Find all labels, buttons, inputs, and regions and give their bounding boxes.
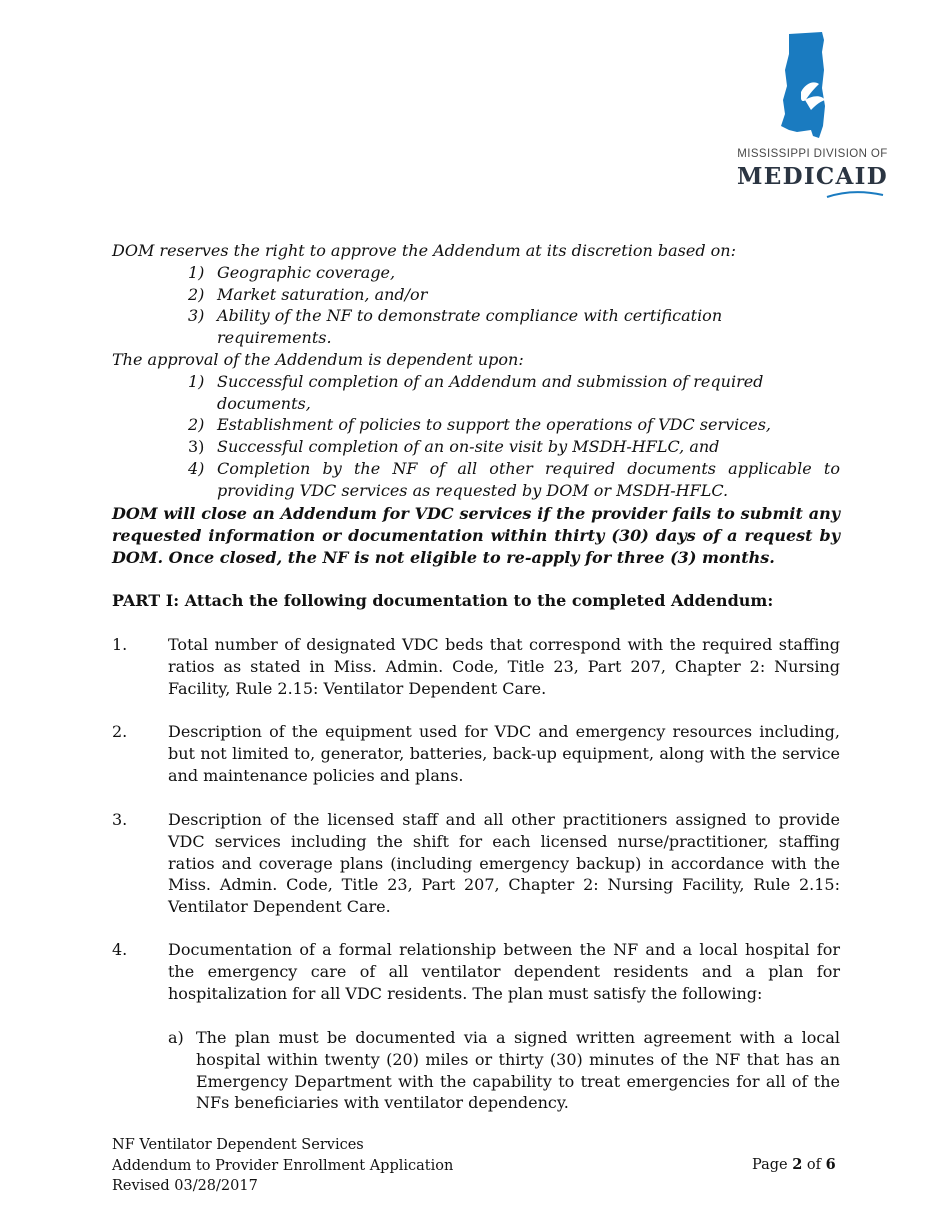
footer-line: Addendum to Provider Enrollment Application <box>112 1157 454 1174</box>
logo-subtitle: MISSISSIPPI DIVISION OF <box>737 148 888 160</box>
list-item: 3) Ability of the NF to demonstrate compliance with certification requirements. <box>188 306 723 348</box>
closure-warning: DOM will close an Addendum for VDC services if the provider fails to submit any requested information or documentation within thirty (30) days of a request by DOM. Once closed, the NF is not eligible to re-apply for three (3) months. <box>112 504 840 567</box>
medicaid-logo <box>725 30 900 200</box>
footer-line: Revised 03/28/2017 <box>112 1178 258 1194</box>
list-item: 1. Total number of designated VDC beds that correspond with the required staffing ratios as stated in Miss. Admin. Code, Title 23, Part 207, Chapter 2: Nursing Facility, Rule 2.15: Ventilator Dependent Care. <box>112 635 840 698</box>
footer-line: NF Ventilator Dependent Services <box>112 1137 364 1153</box>
part-one-heading: PART I: Attach the following documentation to the completed Addendum: <box>112 591 774 610</box>
list-item: 1) Successful completion of an Addendum and submission of required documents, <box>188 371 764 413</box>
mississippi-state-icon <box>775 30 850 142</box>
list-item: 2) Establishment of policies to support the operations of VDC services, <box>188 415 772 435</box>
criteria-list <box>112 262 840 349</box>
approval-lead: The approval of the Addendum is dependent upon: <box>112 350 524 369</box>
list-item: 3. Description of the licensed staff and all other practitioners assigned to provide VDC services including the shift for each licensed nurse/practitioner, staffing ratios and coverage plans (including emergency backup) in accordance with the Miss. Admin. Code, Title 23, Part 207, Chapter 2: Nursing Facility, Rule 2.15: Ventilator Dependent Care. <box>112 810 840 917</box>
logo-title: MEDICAID <box>737 163 888 190</box>
sub-list-item: a) The plan must be documented via a signed written agreement with a local hospital within twenty (20) miles or thirty (30) minutes of the NF that has an Emergency Department with the capability to treat emergencies for all of the NFs beneficiaries with ventilator dependency. <box>168 1028 840 1113</box>
list-item: 2. Description of the equipment used for VDC and emergency resources including, but not limited to, generator, batteries, back-up equipment, along with the service and maintenance policies and plans. <box>112 722 840 785</box>
list-item: 4) Completion by the NF of all other required documents applicable to providing VDC services as requested by DOM or MSDH-HFLC. <box>188 458 840 500</box>
page-number: Page 2 of 6 <box>752 1156 836 1173</box>
list-item: 3) Successful completion of an on-site visit by MSDH-HFLC, and <box>188 437 720 457</box>
approval-list <box>112 371 840 502</box>
list-item: 4. Documentation of a formal relationship between the NF and a local hospital for the emergency care of all ventilator dependent residents and a plan for hospitalization for all VDC residents. The plan must satisfy the following: <box>112 940 840 1003</box>
page-footer <box>112 1135 453 1197</box>
approval-section <box>112 349 840 502</box>
list-item: 2) Market saturation, and/or <box>188 284 428 304</box>
criteria-lead: DOM reserves the right to approve the Addendum at its discretion based on: <box>112 241 736 260</box>
logo-swoosh-icon <box>825 189 885 199</box>
criteria-section <box>112 240 840 349</box>
list-item: 1) Geographic coverage, <box>188 262 396 282</box>
